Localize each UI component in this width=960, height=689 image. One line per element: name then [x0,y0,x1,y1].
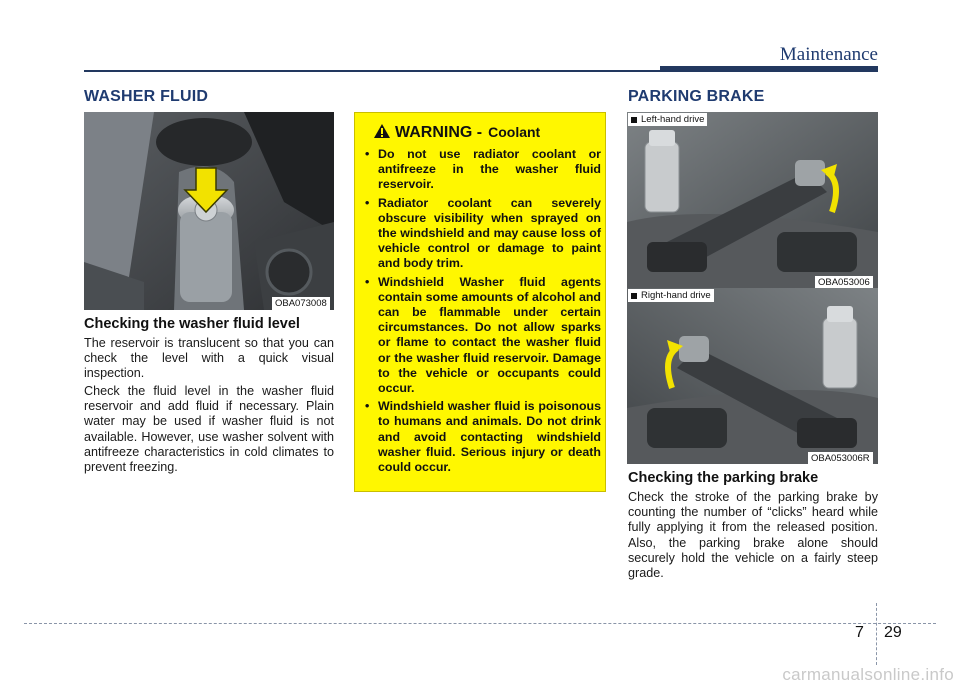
parking-brake-paragraph: Check the stroke of the parking brake by counting the number of “clicks” heard while fully applying it from the released position. Also, the parking brake alone should securely hold the vehicle on a fairly steep grade. [628,490,878,581]
page-header-title: Maintenance [779,44,878,65]
warning-subject: Coolant [488,124,541,140]
washer-fluid-section-title: WASHER FLUID [84,88,209,105]
warning-item: • Radiator coolant can severely obscure visibility when sprayed on the windshield and may cause loss of vehicle control or damage to paint and body trim. [365,195,601,271]
parking-brake-section-title: PARKING BRAKE [628,88,765,105]
lhd-photo-code: OBA053006 [815,276,873,289]
warning-item: • Windshield washer fluid is poisonous to humans and animals. Do not drink and avoid contacting windshield washer fluid. Serious injury or death could occur. [365,399,601,475]
chapter-number: 7 [855,624,864,641]
warning-heading [395,124,540,142]
footer-rule [24,623,936,624]
watermark: carmanualsonline.info [782,665,954,684]
page-number: 29 [884,624,902,641]
parking-brake-subhead: Checking the parking brake [628,470,819,486]
coolant-warning-box [354,112,606,492]
square-bullet-icon [631,293,637,299]
washer-paragraph-2: Check the fluid level in the washer fluid reservoir and add fluid if necessary. Plain water may be used if washer fluid is not available. However, use washer solvent with antifreeze characteristics in cold climates to prevent freezing. [84,384,334,475]
washer-subhead: Checking the washer fluid level [84,316,300,332]
lhd-label: Left-hand drive [628,113,707,126]
footer-divider [876,603,877,665]
warning-item: • Windshield Washer fluid agents contain some amounts of alcohol and can be flammable under certain circumstances. Do not allow sparks or flame to contact the washer fluid or the washer fluid reservoir. Damage to the vehicle or occupants could occur. [365,274,601,396]
washer-paragraph-1: The reservoir is translucent so that you can check the level with a quick visual inspection. [84,336,334,381]
washer-photo-code: OBA073008 [272,297,330,310]
warning-item: • Do not use radiator coolant or antifreeze in the washer fluid reservoir. [365,147,601,192]
warning-title: WARNING - [395,124,483,141]
rhd-photo-code: OBA053006R [808,452,873,465]
square-bullet-icon [631,117,637,123]
parking-brake-rhd-photo [627,288,878,464]
washer-reservoir-photo [84,112,334,310]
header-accent-bar [660,66,878,72]
warning-triangle-icon [373,123,391,139]
parking-brake-lhd-photo [627,112,878,288]
warning-list [365,147,601,478]
rhd-label: Right-hand drive [628,289,714,302]
